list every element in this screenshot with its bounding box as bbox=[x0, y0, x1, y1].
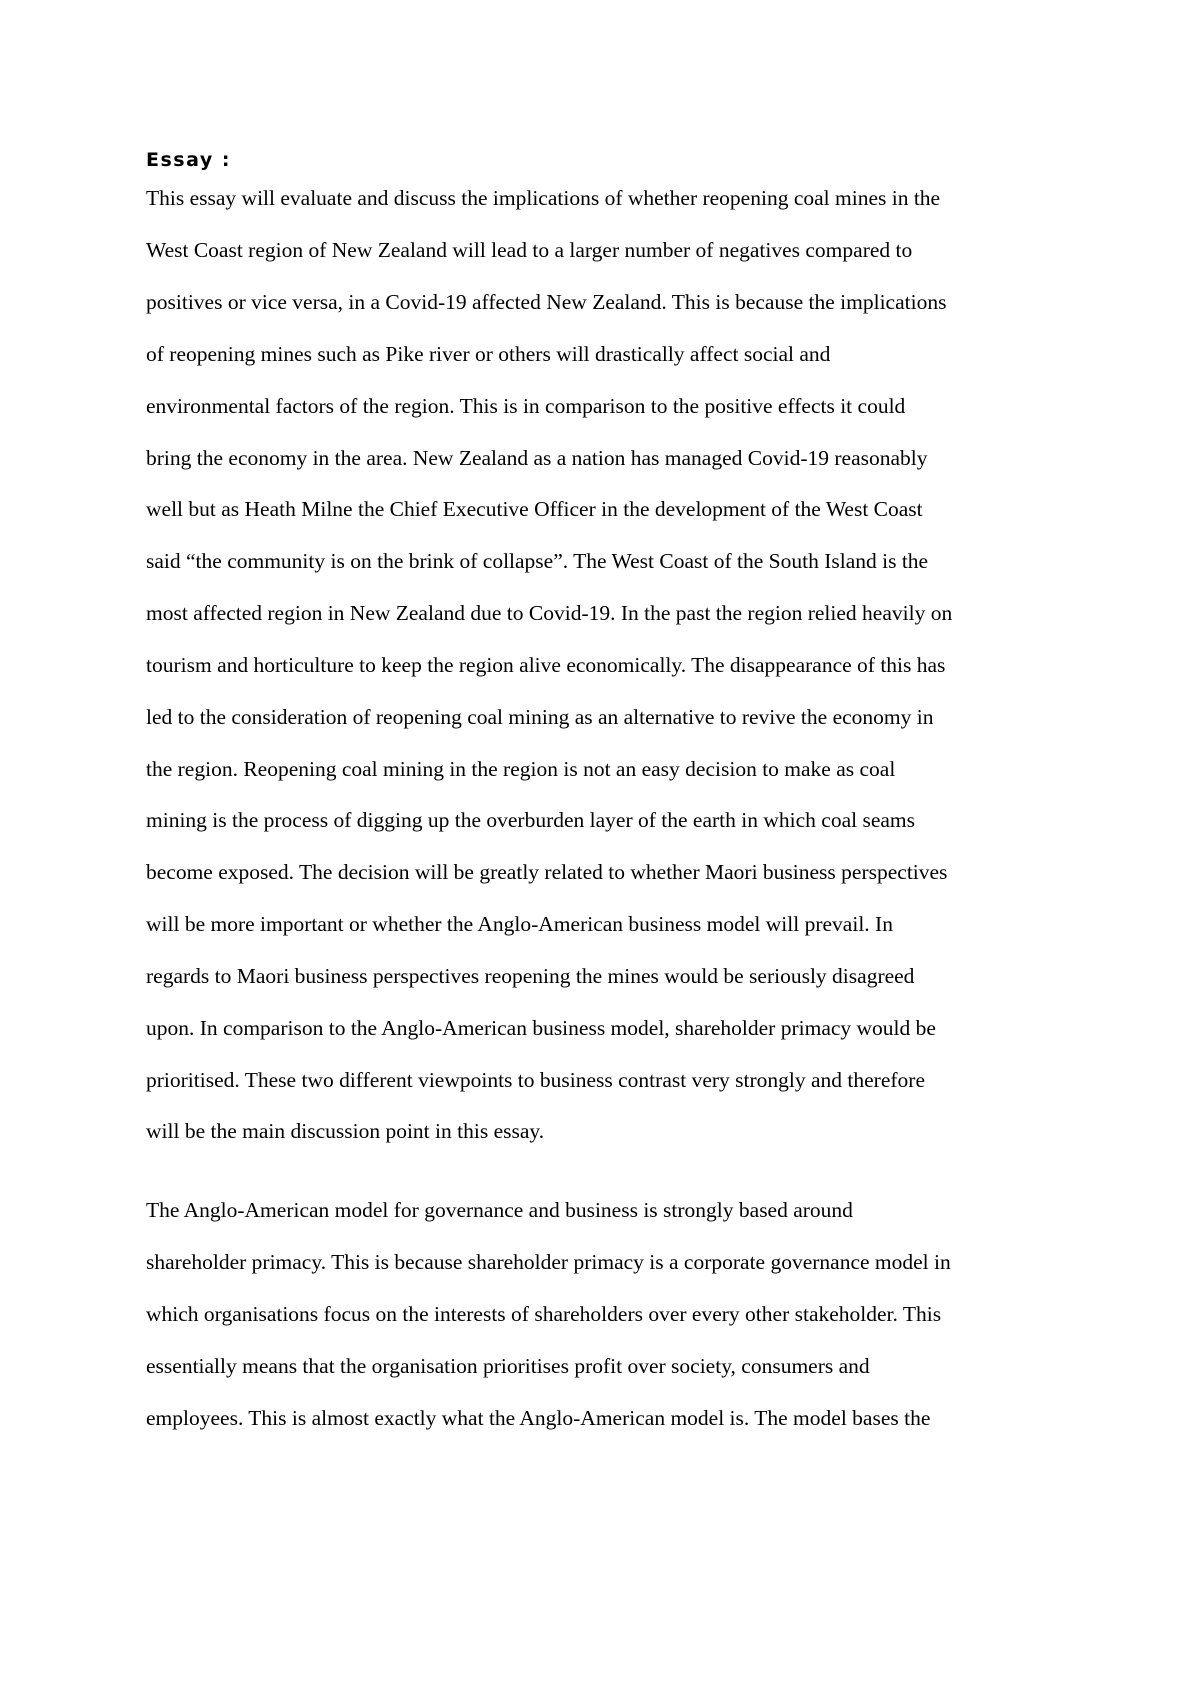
paragraph-line: environmental factors of the region. This is in comparison to the positive effects it could bbox=[146, 394, 906, 418]
paragraph-line: which organisations focus on the interests of shareholders over every other stakeholder. This bbox=[146, 1302, 942, 1326]
paragraph-line: West Coast region of New Zealand will lead to a larger number of negatives compared to bbox=[146, 238, 913, 262]
paragraph-line: mining is the process of digging up the overburden layer of the earth in which coal seams bbox=[146, 808, 916, 832]
paragraph-line: the region. Reopening coal mining in the region is not an easy decision to make as coal bbox=[146, 757, 896, 781]
paragraph-line: will be the main discussion point in this essay. bbox=[146, 1119, 545, 1143]
paragraph-line: regards to Maori business perspectives reopening the mines would be seriously disagreed bbox=[146, 964, 915, 988]
paragraph-line: essentially means that the organisation prioritises profit over society, consumers and bbox=[146, 1354, 870, 1378]
paragraph-line: employees. This is almost exactly what the Anglo-American model is. The model bases the bbox=[146, 1406, 931, 1430]
paragraph-line: said “the community is on the brink of collapse”. The West Coast of the South Island is the bbox=[146, 549, 929, 573]
essay-heading: Essay : bbox=[146, 149, 231, 171]
paragraph-line: will be more important or whether the Anglo-American business model will prevail. In bbox=[146, 912, 893, 936]
paragraph-line: most affected region in New Zealand due to Covid-19. In the past the region relied heavily on bbox=[146, 601, 953, 625]
paragraph-line: become exposed. The decision will be greatly related to whether Maori business perspectives bbox=[146, 860, 948, 884]
paragraph-line: of reopening mines such as Pike river or others will drastically affect social and bbox=[146, 342, 831, 366]
paragraph-line: led to the consideration of reopening coal mining as an alternative to revive the economy in bbox=[146, 705, 934, 729]
paragraph-line: prioritised. These two different viewpoints to business contrast very strongly and therefore bbox=[146, 1068, 925, 1092]
paragraph-line: tourism and horticulture to keep the region alive economically. The disappearance of this has bbox=[146, 653, 946, 677]
paragraph-line: well but as Heath Milne the Chief Executive Officer in the development of the West Coast bbox=[146, 497, 923, 521]
paragraph-line: This essay will evaluate and discuss the implications of whether reopening coal mines in the bbox=[146, 186, 941, 210]
paragraph-line: positives or vice versa, in a Covid-19 affected New Zealand. This is because the implications bbox=[146, 290, 947, 314]
paragraph-line: bring the economy in the area. New Zealand as a nation has managed Covid-19 reasonably bbox=[146, 446, 928, 470]
paragraph-line: upon. In comparison to the Anglo-American business model, shareholder primacy would be bbox=[146, 1016, 936, 1040]
paragraph-line: shareholder primacy. This is because shareholder primacy is a corporate governance model in bbox=[146, 1250, 951, 1274]
paragraph-line: The Anglo-American model for governance and business is strongly based around bbox=[146, 1198, 853, 1222]
